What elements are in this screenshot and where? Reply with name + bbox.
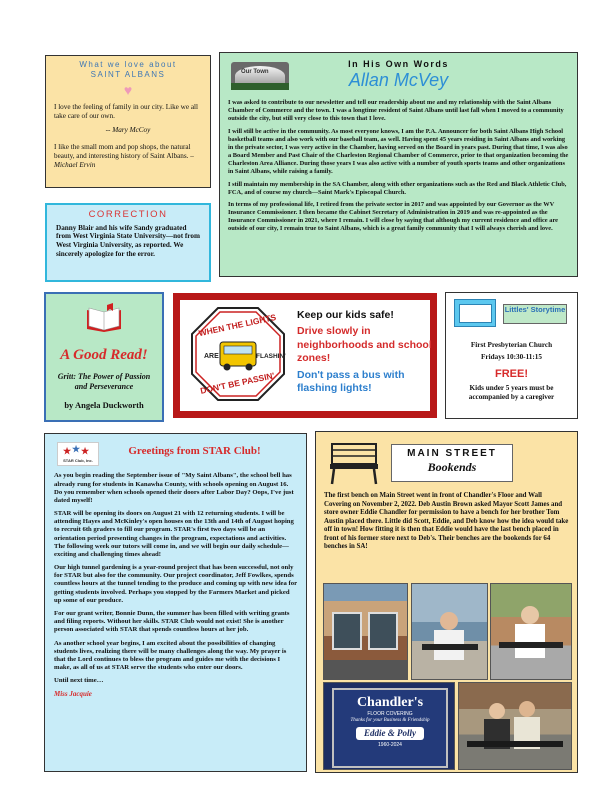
- love-title: What we love about SAINT ALBANS: [79, 60, 177, 80]
- svg-text:STAR Club, Inc.: STAR Club, Inc.: [63, 458, 93, 463]
- quote-michael-attribution: – Michael Ervin: [54, 152, 194, 170]
- author-name: Allan McVey: [348, 70, 449, 91]
- svg-text:DON'T BE PASSIN': DON'T BE PASSIN': [199, 370, 276, 396]
- good-read-title: A Good Read!: [60, 347, 148, 363]
- svg-text:★: ★: [72, 444, 81, 454]
- book-icon: [85, 302, 123, 332]
- paragraph: Until next time…: [54, 677, 104, 685]
- correction-text: Danny Blair and his wife Sandy graduated from West Virginia State University—not from West Virginia University, as reported. We sincerely apologize for the error.: [56, 223, 200, 258]
- storytime-badge-icon: [454, 299, 496, 327]
- star-club-title: Greetings from STAR Club!: [128, 445, 261, 457]
- caregiver-note: Kids under 5 years must be accompanied by a caregiver: [468, 384, 555, 401]
- our-town-logo: Our Town: [231, 62, 289, 90]
- correction-box: [45, 203, 211, 282]
- quote-mary-attribution: -- Mary McCoy: [105, 126, 151, 135]
- couple-on-bench-photo: [458, 682, 572, 770]
- main-street-title: MAIN STREET Bookends: [391, 444, 513, 482]
- paragraph: In terms of my professional life, I retired from the private sector in 2017 and was appointed by our Governor as the WV Insurance Commissioner. I then became the Cabinet Secretary of Administration in 2019 and was re-appointed as the Insurance Commissioner in 2021, where I remain. I will close by saying that although my current residence and office are outside of our city, I remain true to Saint Albans, which is a great family community that I will always cherish and love.: [228, 201, 558, 233]
- what-we-love-box: [45, 55, 211, 188]
- heart-icon: ♥: [123, 83, 133, 99]
- book-author: by Angela Duckworth: [64, 400, 144, 410]
- paragraph: As another school year begins, I am excited about the possibilities of changing students lives, realizing there will be many challenges along the way. My prayer is that the Lord continues to bless the program and guides me with the decisions I make, as all of us at STAR serve the students who enter our doors.: [54, 639, 287, 672]
- paragraph: Our high tunnel gardening is a year-round project that has been successful, not only for STAR but also for the community. Our project coordinator, Jeff Fowlkes, spends countless hours at the tunnel tending to the produce and coming up with new idea for getting students involved. Perhaps you stopped by the Farmers Market and picked up some of our produce.: [54, 564, 297, 604]
- woman-on-bench-photo: [490, 583, 572, 680]
- paragraph: As you begin reading the September issue of "My Saint Albans", the school bell has already rung for students in Kanawha County, with schools opening on August 16. Do you remember when schools opened their doors after Labor Day? Oops, I've just dated myself!: [54, 472, 294, 504]
- paragraph: For our grant writer, Bonnie Dunn, the summer has been filled with writing grants and filing reports. Without her skills. STAR Club would not exist! She is another person associated with STAR that spends countless hours at her job.: [54, 609, 290, 634]
- kids-safe-box: [173, 293, 437, 418]
- main-street-box: [315, 431, 578, 773]
- storytime-time: Fridays 10:30-11:15: [481, 353, 542, 361]
- chandlers-plaque-photo: Chandler's FLOOR COVERING Thanks for your Business & Friendship Eddie & Polly 1960-2024: [323, 682, 455, 770]
- svg-text:WHEN THE LIGHTS: WHEN THE LIGHTS: [197, 311, 277, 339]
- star-club-box: [44, 433, 307, 772]
- dont-pass-bus-text: Don't pass a bus with flashing lights!: [297, 368, 405, 395]
- svg-text:ARE: ARE: [204, 353, 219, 360]
- paragraph: STAR will be opening its doors on August 21 with 12 returning students. I will be attending Hayes and McKinley's open houses on the 13th and 14th of August hoping to recruit 6th graders to fill our program. STAR's first two days will be an orientation period presenting changes in the program, expectations and activities. The following week our tutors will come in, and we will begin our daily schedule—exciting and challenging times ahead!: [54, 510, 294, 558]
- section-heading: In His Own Words: [348, 59, 449, 69]
- bench-icon: [328, 438, 380, 486]
- man-on-bench-photo: [411, 583, 488, 680]
- school-bus-sign-icon: [190, 306, 286, 402]
- in-his-own-words-box: [219, 52, 578, 277]
- paragraph: I still maintain my membership in the SA Chamber, along with other organizations such as the Red and Black Athletic Club, FCA, and of course my church—Saint Mark's Episcopal Church.: [228, 180, 567, 196]
- storytime-label: Littles' Storytime: [503, 304, 567, 324]
- drive-slowly-text: Drive slowly in neighborhoods and school zones!: [297, 325, 432, 365]
- church-name: First Presbyterian Church: [470, 341, 553, 349]
- svg-text:FLASHIN': FLASHIN': [256, 353, 286, 360]
- svg-text:★: ★: [81, 446, 90, 456]
- paragraph: I was asked to contribute to our newsletter and tell our readership about me and my relationship with the Saint Albans Chamber of Commerce and the town. I was a longtime resident of Saint Albans until last fall when I moved to a community outside the city, but still very close to this town that I love.: [228, 99, 564, 123]
- quote-michael: I like the small mom and pop shops, the natural beauty, and interesting history of Saint Albans.: [54, 143, 191, 161]
- signature: Miss Jacquie: [54, 690, 92, 699]
- main-street-text: The first bench on Main Street went in front of Chandler's Floor and Wall Covering on November 2, 2022. Deb Austin Brown asked Mayor Scott James and store owner Eddie Chandler for permission to have a bench for her brother Tom Austin placed there. Little did Scott, Eddie, and Deb know how the idea would take off in town! How fitting it is then that Eddie would have the last bench placed in front of his former store next to Deb's. Their benches are the bookends for 64 benches in SA!: [324, 492, 569, 551]
- book-title: Gritt: The Power of Passion and Perseverance: [57, 372, 151, 391]
- svg-text:★: ★: [63, 446, 72, 456]
- star-club-logo: [57, 442, 99, 466]
- free-label: FREE!: [495, 368, 528, 380]
- storytime-box: [445, 292, 578, 419]
- paragraph: I will still be active in the community. As most everyone knows, I am the P.A. Announcer for both Saint Albans High School basketball teams and also work with our baseball team, as well. Having spent 45 years residing in Saint Albans and working in the private sector, I was very active in the Chamber, having served on the Board in years past. During that time, I was also a Board Member and Past Chair of the Charleston Regional Chamber of Commerce, prior to that organization becoming the Charleston Area Alliance. During those years I was also active with a number of youth sports teams and other organizations in Saint Albans, while raising a family.: [228, 127, 569, 175]
- kids-safe-heading: Keep our kids safe!: [297, 309, 394, 321]
- quote-mary: I love the feeling of family in our city. Like we all take care of our own.: [54, 103, 199, 121]
- storefront-photo: [323, 583, 408, 680]
- good-read-box: [44, 292, 164, 422]
- correction-title: CORRECTION: [88, 209, 168, 220]
